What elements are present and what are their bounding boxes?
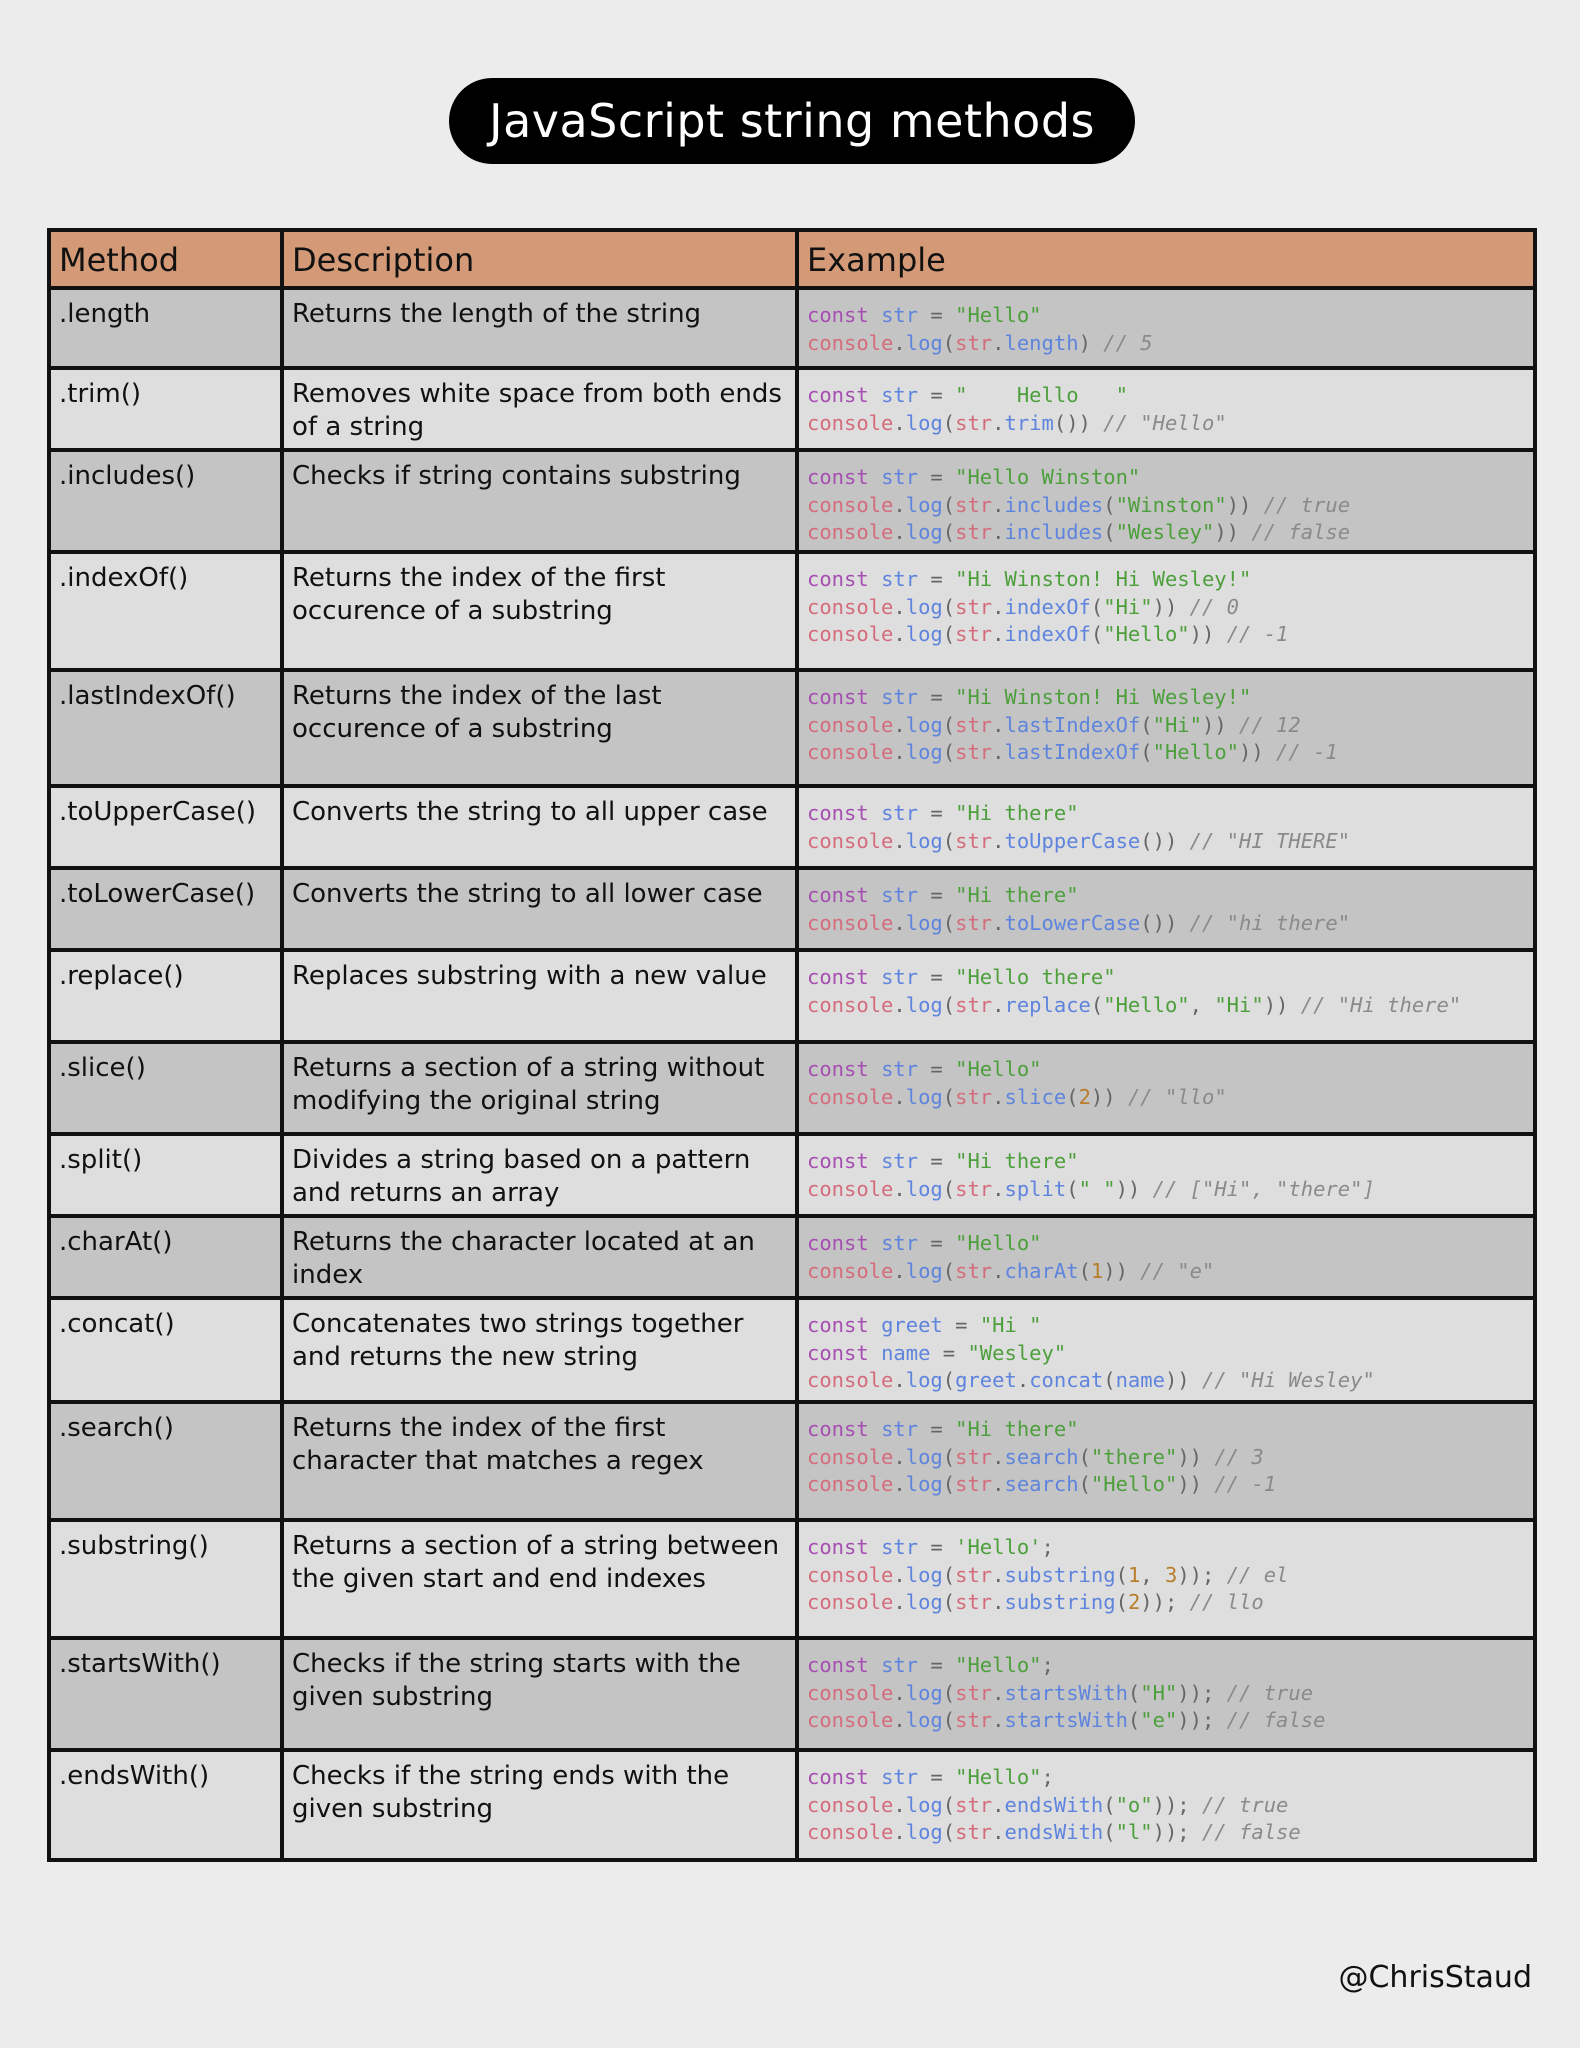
method-name: .toUpperCase() <box>51 788 284 866</box>
table-row <box>51 1404 1533 1522</box>
method-name: .startsWith() <box>51 1640 284 1748</box>
method-description: Returns the index of the first character that matches a regex <box>284 1404 799 1518</box>
code-line: console.log(str.search("there")) // 3 <box>807 1444 1264 1469</box>
method-description: Returns the index of the last occurence of a substring <box>284 672 799 784</box>
method-description: Returns the length of the string <box>284 290 799 366</box>
table-row <box>51 952 1533 1044</box>
code-example <box>799 788 1533 866</box>
code-line: const str = "Hello there" <box>807 965 1116 989</box>
table-row <box>51 1300 1533 1404</box>
code-line: console.log(str.endsWith("o")); // true <box>807 1792 1289 1817</box>
string-methods-table <box>47 228 1537 1862</box>
code-line: console.log(str.charAt(1)) // "e" <box>807 1258 1215 1283</box>
code-example <box>799 1522 1533 1636</box>
code-line: console.log(str.toLowerCase()) // "hi there" <box>807 910 1351 935</box>
table-row <box>51 788 1533 870</box>
method-name: .trim() <box>51 370 284 448</box>
code-line: console.log(greet.concat(name)) // "Hi Wesley" <box>807 1368 1375 1392</box>
code-line: const greet = "Hi " <box>807 1313 1042 1337</box>
code-line: console.log(str.trim()) // "Hello" <box>807 410 1227 435</box>
method-description: Removes white space from both ends of a string <box>284 370 799 448</box>
code-line: const str = "Hello" <box>807 1057 1042 1081</box>
header-method: Method <box>51 232 284 286</box>
code-line: console.log(str.indexOf("Hello")) // -1 <box>807 622 1289 646</box>
table-row <box>51 1522 1533 1640</box>
method-description: Divides a string based on a pattern and returns an array <box>284 1136 799 1214</box>
code-example <box>799 1404 1533 1518</box>
code-line: const str = "Hi there" <box>807 801 1079 825</box>
code-line: console.log(str.startsWith("H")); // true <box>807 1680 1314 1705</box>
code-line: const str = "Hello" <box>807 303 1042 327</box>
method-description: Returns a section of a string between the given start and end indexes <box>284 1522 799 1636</box>
code-line: console.log(str.includes("Wesley")) // false <box>807 520 1351 544</box>
code-line: console.log(str.length) // 5 <box>807 330 1153 355</box>
code-example <box>799 1218 1533 1296</box>
code-example <box>799 952 1533 1040</box>
code-line: const str = "Hi Winston! Hi Wesley!" <box>807 685 1252 709</box>
header-description: Description <box>284 232 799 286</box>
method-name: .length <box>51 290 284 366</box>
method-description: Returns a section of a string without modifying the original string <box>284 1044 799 1132</box>
method-description: Replaces substring with a new value <box>284 952 799 1040</box>
code-example <box>799 1640 1533 1748</box>
code-line: const str = "Hello Winston" <box>807 465 1141 489</box>
code-line: console.log(str.includes("Winston")) // true <box>807 492 1351 517</box>
page-title: JavaScript string methods <box>449 78 1135 164</box>
table-row <box>51 1218 1533 1300</box>
table-row <box>51 554 1533 672</box>
code-example <box>799 870 1533 948</box>
code-line: const str = "Hi there" <box>807 883 1079 907</box>
code-line: const str = 'Hello'; <box>807 1535 1054 1559</box>
code-example <box>799 1136 1533 1214</box>
method-name: .concat() <box>51 1300 284 1400</box>
method-name: .lastIndexOf() <box>51 672 284 784</box>
code-example <box>799 1044 1533 1132</box>
code-example <box>799 1300 1533 1400</box>
method-name: .slice() <box>51 1044 284 1132</box>
code-line: console.log(str.endsWith("l")); // false <box>807 1820 1301 1844</box>
table-row <box>51 370 1533 452</box>
code-example <box>799 672 1533 784</box>
method-description: Converts the string to all upper case <box>284 788 799 866</box>
method-name: .indexOf() <box>51 554 284 668</box>
table-row <box>51 1640 1533 1752</box>
method-description: Checks if the string ends with the given substring <box>284 1752 799 1858</box>
code-line: const str = "Hi Winston! Hi Wesley!" <box>807 567 1252 591</box>
code-example <box>799 1752 1533 1858</box>
code-line: const str = "Hello" <box>807 1231 1042 1255</box>
code-line: console.log(str.toUpperCase()) // "HI THERE" <box>807 828 1351 853</box>
code-line: console.log(str.slice(2)) // "llo" <box>807 1084 1227 1109</box>
code-line: console.log(str.search("Hello")) // -1 <box>807 1472 1277 1496</box>
table-row <box>51 1136 1533 1218</box>
method-name: .includes() <box>51 452 284 550</box>
code-line: console.log(str.lastIndexOf("Hello")) // -1 <box>807 740 1338 764</box>
method-name: .charAt() <box>51 1218 284 1296</box>
table-row <box>51 1752 1533 1858</box>
method-description: Checks if string contains substring <box>284 452 799 550</box>
header-example: Example <box>799 232 1533 286</box>
method-description: Converts the string to all lower case <box>284 870 799 948</box>
code-line: const str = "Hello"; <box>807 1653 1054 1677</box>
method-name: .split() <box>51 1136 284 1214</box>
code-line: console.log(str.split(" ")) // ["Hi", "there"] <box>807 1176 1375 1201</box>
code-example <box>799 370 1533 448</box>
code-line: console.log(str.replace("Hello", "Hi")) // "Hi there" <box>807 992 1462 1017</box>
method-description: Checks if the string starts with the given substring <box>284 1640 799 1748</box>
table-row <box>51 290 1533 370</box>
table-row <box>51 452 1533 554</box>
code-line: const str = "Hello"; <box>807 1765 1054 1789</box>
code-line: const str = "Hi there" <box>807 1149 1079 1173</box>
method-name: .replace() <box>51 952 284 1040</box>
code-example <box>799 290 1533 366</box>
code-line: const str = "Hi there" <box>807 1417 1079 1441</box>
code-line: console.log(str.substring(1, 3)); // el <box>807 1562 1289 1587</box>
code-example <box>799 554 1533 668</box>
code-line: console.log(str.substring(2)); // llo <box>807 1590 1264 1614</box>
author-handle: @ChrisStaud <box>1338 1960 1532 1995</box>
code-example <box>799 452 1533 550</box>
method-name: .substring() <box>51 1522 284 1636</box>
method-description: Returns the index of the first occurence of a substring <box>284 554 799 668</box>
table-row <box>51 672 1533 788</box>
method-name: .toLowerCase() <box>51 870 284 948</box>
table-header-row <box>51 232 1533 290</box>
code-line: const name = "Wesley" <box>807 1340 1067 1365</box>
code-line: const str = " Hello " <box>807 383 1128 407</box>
method-name: .search() <box>51 1404 284 1518</box>
table-row <box>51 1044 1533 1136</box>
code-line: console.log(str.lastIndexOf("Hi")) // 12 <box>807 712 1301 737</box>
code-line: console.log(str.startsWith("e")); // false <box>807 1708 1326 1732</box>
method-name: .endsWith() <box>51 1752 284 1858</box>
table-row <box>51 870 1533 952</box>
method-description: Returns the character located at an index <box>284 1218 799 1296</box>
code-line: console.log(str.indexOf("Hi")) // 0 <box>807 594 1240 619</box>
method-description: Concatenates two strings together and returns the new string <box>284 1300 799 1400</box>
